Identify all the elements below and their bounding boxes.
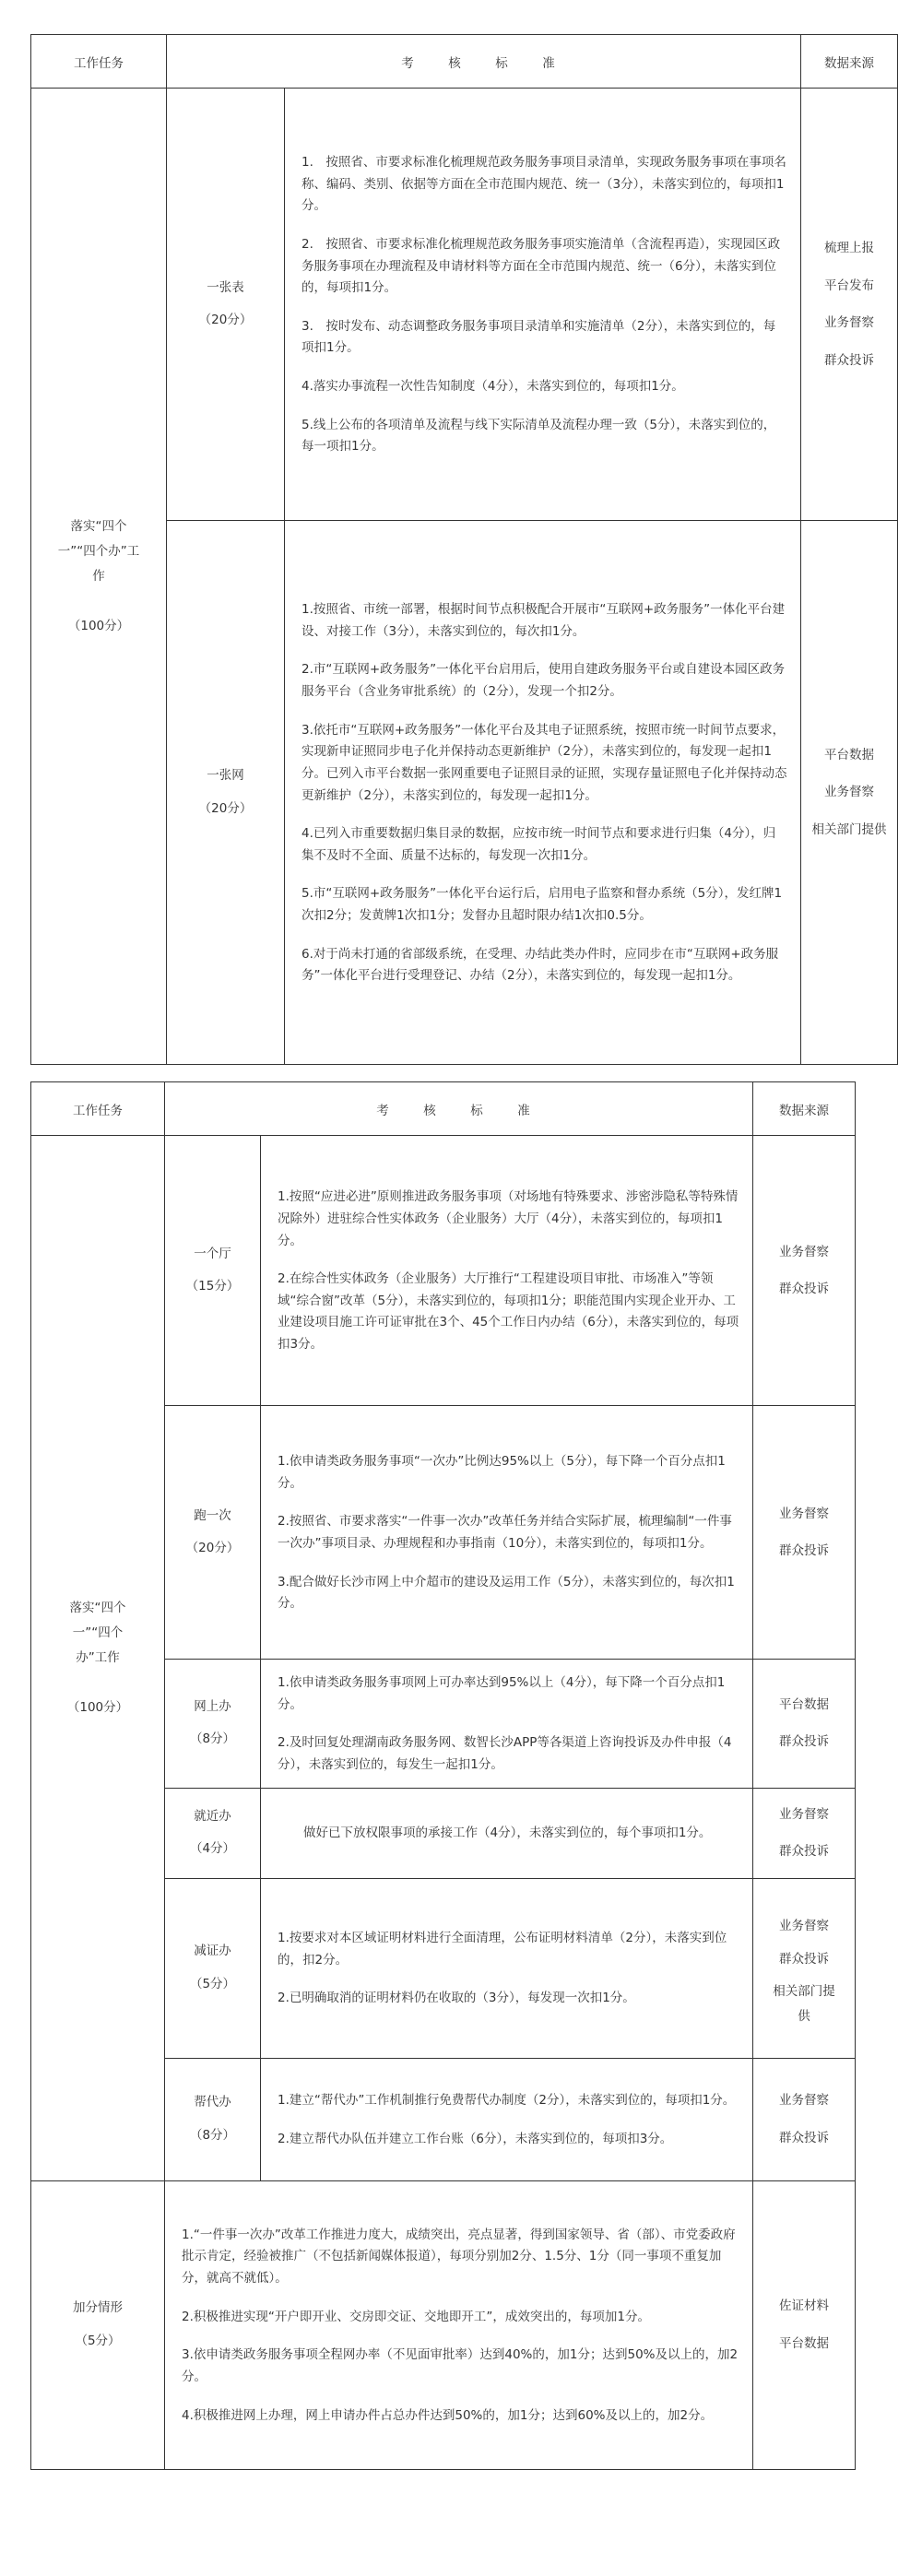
standard-item: 2.已明确取消的证明材料仍在收取的（3分），每发现一次扣1分。 xyxy=(278,1991,635,2006)
sub-item-cell xyxy=(165,1660,261,1789)
task-line: 作 xyxy=(92,568,105,584)
source-item: 平台数据 xyxy=(824,747,874,762)
header-standard: 考 核 标 准 xyxy=(167,35,801,89)
assessment-table-1 xyxy=(30,34,898,1065)
standard-item: 1.按要求对本区域证明材料进行全面清理，公布证明材料清单（2分），未落实到位的，扣2分。 xyxy=(278,1931,727,1967)
sub-item-cell xyxy=(165,1878,261,2058)
bonus-score: （5分） xyxy=(75,2333,121,2348)
source-item: 供 xyxy=(798,2008,810,2024)
standard-item: 3.配合做好长沙市网上中介超市的建设及运用工作（5分），未落实到位的，每次扣1分。 xyxy=(278,1574,735,1612)
source-item: 平台数据 xyxy=(779,2335,829,2351)
source-cell xyxy=(753,2058,856,2180)
source-item: 平台数据 xyxy=(779,1696,829,1712)
source-item: 群众投诉 xyxy=(779,1951,829,1967)
sub-item-score: （8分） xyxy=(189,2127,236,2143)
source-item: 业务督察 xyxy=(824,315,874,330)
task-line: 一”“四个 xyxy=(72,1625,124,1640)
source-item: 相关部门提供 xyxy=(811,821,887,837)
standard-item: 做好已下放权限事项的承接工作（4分），未落实到位的，每个事项扣1分。 xyxy=(303,1826,712,1841)
task-spacer xyxy=(31,589,166,614)
source-item: 梳理上报 xyxy=(824,241,874,255)
standard-item: 2. 按照省、市要求标准化梳理规范政务服务事项实施清单（含流程再造），实现园区政务服务事项在办理流程及申请材料等方面在全市范围内规范、统一（6分），未落实到位的，每项扣1分。 xyxy=(301,236,781,296)
standard-item: 1.依申请类政务服务事项网上可办率达到95%以上（4分），每下降一个百分点扣1分。 xyxy=(278,1675,726,1712)
standard-item: 2.及时回复处理湖南政务服务网、数智长沙APP等各渠道上咨询投诉及办件申报（4分），未落实到位的，每发生一起扣1分。 xyxy=(278,1735,732,1772)
sub-item-name: 跑一次 xyxy=(194,1507,231,1523)
table-row-bonus xyxy=(31,2180,856,2469)
assessment-table-2 xyxy=(30,1081,856,2470)
standard-item: 2.在综合性实体政务（企业服务）大厅推行“工程建设项目审批、市场准入”等领域“综合窗”改革（5分），未落实到位的，每项扣1分；职能范围内实现企业开办、工业建设项目施工许可证审批在3个、45个工作日内办结（6分），未落实到位的，每项扣3分。 xyxy=(278,1271,739,1353)
sub-item-score: （5分） xyxy=(189,1976,236,1991)
task-score: （100分） xyxy=(67,618,130,633)
standard-item: 2.按照省、市要求落实“一件事一次办”改革任务并结合实际扩展，梳理编制“一件事一次办”事项目录、办理规程和办事指南（10分），未落实到位的，每项扣1分。 xyxy=(278,1514,732,1551)
standard-item: 1.按照省、市统一部署，根据时间节点积极配合开展市“互联网+政务服务”一体化平台建设、对接工作（3分），未落实到位的，每次扣1分。 xyxy=(301,602,786,639)
standard-cell xyxy=(261,1136,753,1406)
sub-item-cell xyxy=(165,2058,261,2180)
source-item: 业务督察 xyxy=(779,1919,829,1934)
standard-item: 2.市“互联网+政务服务”一体化平台启用后，使用自建政务服务平台或自建设本园区政务服务平台（含业务审批系统）的（2分），发现一个扣2分。 xyxy=(301,662,786,699)
sub-item-score: （8分） xyxy=(189,1731,236,1747)
source-item: 相关部门提 xyxy=(773,1983,835,1999)
standard-item: 1.按照“应进必进”原则推进政务服务事项（对场地有特殊要求、涉密涉隐私等特殊情况除外）进驻综合性实体政务（企业服务）大厅（4分），未落实到位的，每项扣1分。 xyxy=(278,1189,739,1248)
source-item: 群众投诉 xyxy=(779,2130,829,2145)
standard-item: 3. 按时发布、动态调整政务服务事项目录清单和实施清单（2分），未落实到位的，每项扣1分。 xyxy=(301,318,776,356)
sub-item-cell xyxy=(165,1406,261,1660)
source-item: 业务督察 xyxy=(779,2093,829,2108)
header-source: 数据来源 xyxy=(753,1082,856,1136)
task-cell xyxy=(31,89,167,1065)
source-item: 佐证材料 xyxy=(779,2298,829,2313)
source-item: 群众投诉 xyxy=(779,1282,829,1296)
header-source: 数据来源 xyxy=(801,35,898,89)
sub-item-name: 一张表 xyxy=(207,279,244,295)
source-item: 业务督察 xyxy=(824,785,874,800)
source-item: 群众投诉 xyxy=(779,1734,829,1750)
task-spacer xyxy=(31,1671,164,1696)
standard-cell xyxy=(261,1788,753,1878)
standard-item: 5.市“互联网+政务服务”一体化平台运行后，启用电子监察和督办系统（5分），发红牌1次扣2分；发黄牌1次扣1分；发督办且超时限办结1次扣0.5分。 xyxy=(301,886,783,923)
task-line: 一”“四个办”工 xyxy=(57,543,140,559)
bonus-standard-cell xyxy=(165,2180,753,2469)
task-line: 落实“四个 xyxy=(70,518,127,534)
source-item: 群众投诉 xyxy=(824,352,874,368)
sub-item-cell xyxy=(165,1788,261,1878)
sub-item-name: 减证办 xyxy=(194,1944,231,1959)
table-row xyxy=(31,89,898,521)
standard-item: 1.“一件事一次办”改革工作推进力度大，成绩突出，亮点显著，得到国家领导、省（部）、市党委政府批示肯定，经验被推广（不包括新闻媒体报道），每项分别加2分、1.5分、1分（同一事项不重复加分，就高不就低）。 xyxy=(182,2227,736,2286)
sub-item-name: 一个厅 xyxy=(194,1246,231,1261)
task-line: 落实“四个 xyxy=(69,1600,126,1615)
standard-item: 1. 按照省、市要求标准化梳理规范政务服务事项目录清单，实现政务服务事项在事项名称、编码、类别、依据等方面在全市范围内规范、统一（3分），未落实到位的，每项扣1分。 xyxy=(301,155,786,214)
source-cell xyxy=(753,1788,856,1878)
source-item: 业务督察 xyxy=(779,1806,829,1822)
standard-cell xyxy=(261,1660,753,1789)
standard-item: 2.建立帮代办队伍并建立工作台账（6分），未落实到位的，每项扣3分。 xyxy=(278,2131,673,2146)
task-cell xyxy=(31,1136,165,2181)
source-item: 群众投诉 xyxy=(779,1844,829,1859)
header-task: 工作任务 xyxy=(31,1082,165,1136)
standard-item: 3.依申请类政务服务事项全程网办率（不见面审批率）达到40%的，加1分；达到50%及以上的，加2分。 xyxy=(182,2347,739,2384)
standard-item: 4.落实办事流程一次性告知制度（4分），未落实到位的，每项扣1分。 xyxy=(301,379,684,395)
source-item: 业务督察 xyxy=(779,1244,829,1259)
sub-item-cell xyxy=(165,1136,261,1406)
standard-cell xyxy=(261,1406,753,1660)
standard-item: 6.对于尚未打通的省部级系统，在受理、办结此类办件时，应同步在市“互联网+政务服务”一体化平台进行受理登记、办结（2分），未落实到位的，每发现一起扣1分。 xyxy=(301,946,779,984)
source-cell xyxy=(801,89,898,521)
sub-item-cell xyxy=(167,521,285,1065)
sub-item-name: 网上办 xyxy=(194,1699,231,1715)
task-line: 办”工作 xyxy=(76,1649,120,1665)
source-cell xyxy=(753,1660,856,1789)
source-cell xyxy=(753,2180,856,2469)
standard-cell xyxy=(261,2058,753,2180)
standard-item: 4.已列入市重要数据归集目录的数据，应按市统一时间节点和要求进行归集（4分），归集不及时不全面、质量不达标的，每发现一次扣1分。 xyxy=(301,826,776,863)
sub-item-name: 一张网 xyxy=(207,768,244,784)
source-item: 业务督察 xyxy=(779,1506,829,1521)
sub-item-score: （20分） xyxy=(198,800,253,816)
source-item: 群众投诉 xyxy=(779,1543,829,1558)
sub-item-cell xyxy=(167,89,285,521)
task-score: （100分） xyxy=(66,1699,129,1715)
standard-item: 3.依托市“互联网+政务服务”一体化平台及其电子证照系统，按照市统一时间节点要求，实现新申证照同步电子化并保持动态更新维护（2分），未落实到位的，每发现一起扣1分。已列入市平台数据一张网重要电子证照目录的证照，实现存量证照电子化并保持动态更新维护（2分），未落实到位的，每发现一起扣1分。 xyxy=(301,722,787,803)
source-cell xyxy=(753,1878,856,2058)
source-cell xyxy=(753,1406,856,1660)
source-cell xyxy=(753,1136,856,1406)
source-item: 平台发布 xyxy=(824,278,874,293)
standard-item: 1.依申请类政务服务事项“一次办”比例达95%以上（5分），每下降一个百分点扣1分。 xyxy=(278,1454,726,1491)
bonus-task-cell xyxy=(31,2180,165,2469)
standard-cell xyxy=(285,89,801,521)
table-row xyxy=(31,1136,856,1406)
header-task: 工作任务 xyxy=(31,35,167,89)
standard-item: 5.线上公布的各项清单及流程与线下实际清单及流程办理一致（5分），未落实到位的，每一项扣1分。 xyxy=(301,417,776,455)
sub-item-score: （20分） xyxy=(185,1541,240,1555)
sub-item-name: 就近办 xyxy=(194,1808,231,1824)
bonus-name: 加分情形 xyxy=(73,2300,123,2316)
sub-item-score: （15分） xyxy=(185,1279,240,1294)
table-header-row xyxy=(31,1082,856,1136)
sub-item-name: 帮代办 xyxy=(194,2095,231,2110)
sub-item-score: （20分） xyxy=(198,313,253,327)
standard-cell xyxy=(261,1878,753,2058)
source-cell xyxy=(801,521,898,1065)
standard-item: 2.积极推进实现“开户即开业、交房即交证、交地即开工”，成效突出的，每项加1分。 xyxy=(182,2309,650,2324)
table-header-row xyxy=(31,35,898,89)
sub-item-score: （4分） xyxy=(189,1841,236,1856)
standard-item: 4.积极推进网上办理，网上申请办件占总办件达到50%的，加1分；达到60%及以上的，加2分。 xyxy=(182,2407,714,2423)
standard-item: 1.建立“帮代办”工作机制推行免费帮代办制度（2分），未落实到位的，每项扣1分。 xyxy=(278,2092,736,2108)
standard-cell xyxy=(285,521,801,1065)
header-standard: 考 核 标 准 xyxy=(165,1082,753,1136)
